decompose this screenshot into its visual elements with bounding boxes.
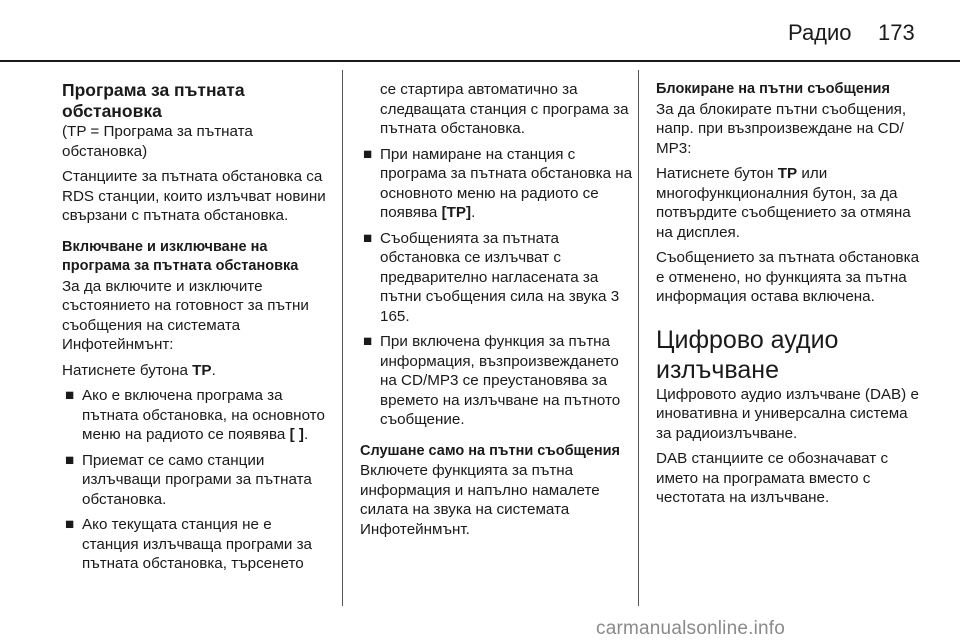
list-item-text: При намиране на станция с програма за пътната обстановка на основното меню на радиото се появява (380, 145, 633, 221)
tp-indicator: [ ] (289, 426, 304, 443)
list-item (62, 515, 330, 574)
text-rest: или многофункционалния бутон, за да потвърдите съобщението за отмяна на дисплея. (656, 165, 911, 241)
text-press: Натиснете бутон (656, 165, 778, 182)
bullet-list-2 (360, 145, 636, 430)
paragraph-press-tp-confirm (656, 164, 926, 242)
footer-watermark: carmanualsonline.info (596, 618, 786, 639)
paragraph-dab-intro: Цифровото аудио излъчване (DAB) е иновативна и универсална система за радиоизлъчване. (656, 385, 919, 442)
list-item (360, 145, 636, 223)
page-header (0, 0, 960, 60)
column-divider-2 (638, 70, 639, 606)
paragraph-press-tp (62, 361, 330, 381)
paragraph-cancelled: Съобщението за пътната обстановка е отменено, но функцията за пътна информация остава включена. (656, 249, 920, 305)
header-rule (0, 60, 960, 62)
list-item-text: Съобщенията за пътната обстановка се излъчват с предварително нагласената за пътни съобщения сила на звука (380, 229, 611, 305)
bullet-square-icon: ■ (363, 333, 373, 350)
column-3 (656, 80, 926, 514)
list-item-text: Ако текущата станция не е станция излъчваща програми за пътната обстановка, търсенето (82, 516, 312, 572)
tp-button-label: TP (192, 361, 212, 379)
subheading-traffic-only: Слушане само на пътни съобщения (360, 442, 620, 459)
column-2 (360, 80, 636, 545)
list-item (62, 451, 330, 510)
bullet-list-1 (62, 386, 330, 574)
tp-button-label: TP (777, 165, 798, 182)
list-item-post: . (471, 204, 476, 221)
list-item-text: Приемат се само станции излъчващи програми за пътната обстановка. (82, 451, 312, 508)
paragraph-switch-intro: За да включите и изключите състоянието на готовност за пътни съобщения на системата Инфотейнмънт: (62, 277, 309, 353)
list-item-text: Ако е включена програма за пътната обстановка, на основното меню на радиото се появява (82, 387, 325, 443)
column-divider-1 (342, 70, 343, 606)
tp-indicator: [TP] (441, 204, 472, 221)
page-reference: 3 165. (380, 288, 620, 325)
heading-traffic-program: Програма за пътната обстановка (62, 80, 245, 121)
paragraph-block-intro: За да блокирате пътни съобщения, напр. при възпроизвеждане на CD/ MP3: (656, 100, 907, 157)
text-press: Натиснете бутона (62, 361, 193, 379)
bullet-square-icon: ■ (65, 516, 75, 533)
text-period: . (211, 361, 216, 379)
paragraph-continuation: се стартира автоматично за следващата станция с програма за пътната обстановка. (380, 81, 629, 137)
heading-dab: Цифрово аудио излъчване (656, 325, 839, 384)
column-1 (62, 80, 330, 580)
list-item (62, 386, 330, 445)
paragraph-tp-definition: (TP = Програма за пътната обстановка) (62, 123, 253, 160)
bullet-square-icon: ■ (65, 387, 75, 404)
list-item (360, 332, 636, 430)
subheading-switch-tp: Включване и изключване на програма за пътната обстановка (62, 238, 299, 274)
page-number: 173 (878, 20, 915, 45)
list-item (360, 229, 636, 327)
paragraph-traffic-only: Включете функцията за пътна информация и напълно намалете силата на звука на системата Инфотейнмънт. (360, 462, 600, 538)
bullet-square-icon: ■ (363, 145, 373, 163)
bullet-square-icon: ■ (363, 229, 373, 247)
list-item-post: . (303, 426, 309, 443)
paragraph-tp-stations: Станциите за пътната обстановка са RDS станции, които излъчват новини свързани с пътната обстановка. (62, 168, 326, 224)
bullet-square-icon: ■ (65, 451, 75, 469)
list-item-text: При включена функция за пътна информация, възпроизвеждането на CD/MP3 се преустановява за времето на излъчване на пътното съобщение. (380, 333, 621, 428)
paragraph-dab-stations: DAB станциите се обозначават с името на програмата вместо с честотата на излъчване. (656, 450, 889, 506)
section-title: Радио (788, 20, 852, 45)
subheading-block-traffic: Блокиране на пътни съобщения (656, 81, 890, 97)
